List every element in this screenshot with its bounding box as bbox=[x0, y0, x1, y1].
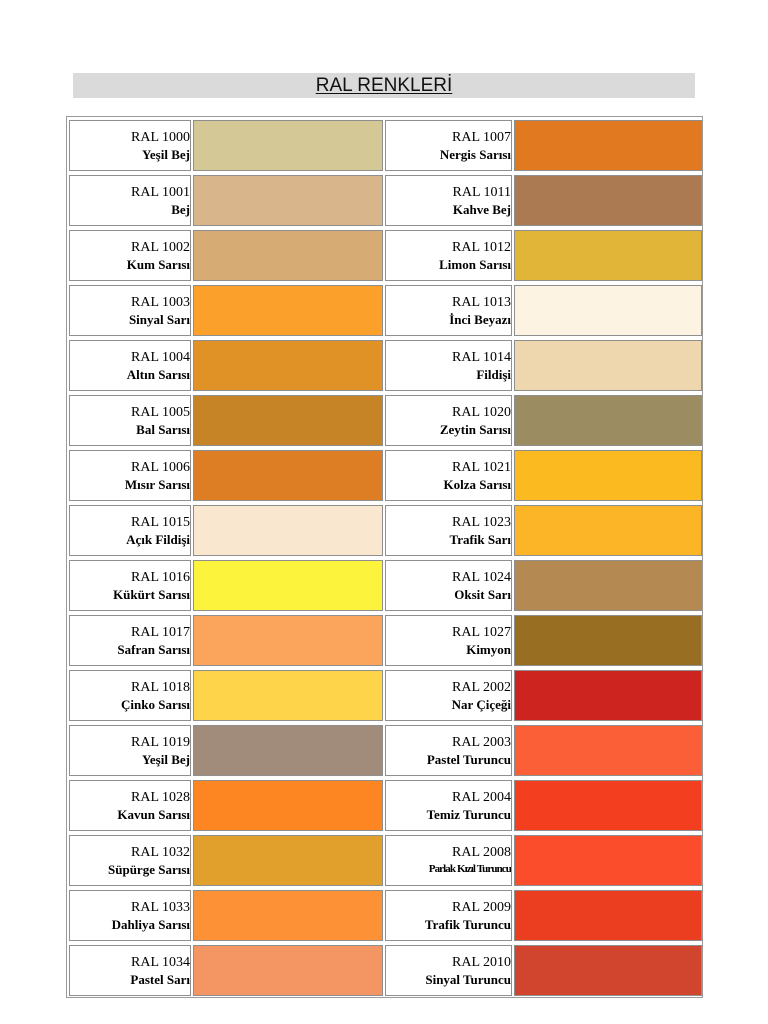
color-label-cell bbox=[69, 505, 191, 556]
color-label-cell bbox=[385, 670, 512, 721]
color-label-cell bbox=[385, 780, 512, 831]
color-swatch bbox=[514, 505, 702, 556]
color-name: Kolza Sarısı bbox=[443, 477, 511, 492]
color-name: Yeşil Bej bbox=[141, 752, 190, 767]
color-name: Trafik Turuncu bbox=[424, 917, 511, 932]
ral-code: RAL 1003 bbox=[131, 295, 190, 310]
ral-code: RAL 1001 bbox=[131, 185, 190, 200]
color-label-cell bbox=[385, 285, 512, 336]
color-label-cell bbox=[385, 395, 512, 446]
table-row bbox=[69, 669, 702, 722]
color-swatch bbox=[514, 340, 702, 391]
ral-code: RAL 1015 bbox=[131, 515, 190, 530]
color-swatch bbox=[514, 175, 702, 226]
ral-code: RAL 2003 bbox=[452, 735, 511, 750]
color-label-cell bbox=[385, 120, 512, 171]
color-name: Bal Sarısı bbox=[136, 422, 190, 437]
color-swatch bbox=[514, 945, 702, 996]
color-label-cell bbox=[385, 945, 512, 996]
color-name: Trafik Sarı bbox=[449, 532, 511, 547]
ral-code: RAL 2004 bbox=[452, 790, 511, 805]
ral-code: RAL 1024 bbox=[452, 570, 511, 585]
color-swatch bbox=[514, 670, 702, 721]
ral-code: RAL 1032 bbox=[131, 845, 190, 860]
ral-code: RAL 1000 bbox=[131, 130, 190, 145]
color-swatch bbox=[193, 890, 383, 941]
color-label-cell bbox=[69, 230, 191, 281]
table-row bbox=[69, 944, 702, 997]
color-swatch bbox=[514, 780, 702, 831]
ral-code: RAL 1011 bbox=[452, 185, 511, 200]
color-label-cell bbox=[69, 120, 191, 171]
color-swatch bbox=[193, 285, 383, 336]
color-swatch bbox=[193, 835, 383, 886]
color-swatch bbox=[514, 285, 702, 336]
ral-code: RAL 1013 bbox=[452, 295, 511, 310]
ral-code: RAL 1021 bbox=[452, 460, 511, 475]
color-name: Süpürge Sarısı bbox=[108, 862, 190, 877]
table-row bbox=[69, 229, 702, 282]
color-swatch bbox=[193, 945, 383, 996]
color-label-cell bbox=[69, 670, 191, 721]
color-label-cell bbox=[385, 340, 512, 391]
color-name: Limon Sarısı bbox=[439, 257, 511, 272]
color-name: Altın Sarısı bbox=[126, 367, 190, 382]
ral-code: RAL 1028 bbox=[131, 790, 190, 805]
ral-code: RAL 2010 bbox=[452, 955, 511, 970]
color-name: Pastel Turuncu bbox=[426, 752, 511, 767]
color-label-cell bbox=[385, 505, 512, 556]
ral-code: RAL 2002 bbox=[452, 680, 511, 695]
color-name: İnci Beyazı bbox=[449, 312, 511, 327]
color-label-cell bbox=[69, 285, 191, 336]
color-name: Zeytin Sarısı bbox=[439, 422, 511, 437]
color-swatch bbox=[514, 725, 702, 776]
ral-code: RAL 1033 bbox=[131, 900, 190, 915]
table-row bbox=[69, 559, 702, 612]
color-swatch bbox=[514, 615, 702, 666]
table-row bbox=[69, 889, 702, 942]
color-swatch bbox=[193, 340, 383, 391]
ral-code: RAL 1017 bbox=[131, 625, 190, 640]
ral-code: RAL 1005 bbox=[131, 405, 190, 420]
table-row bbox=[69, 779, 702, 832]
color-swatch bbox=[193, 450, 383, 501]
ral-code: RAL 1027 bbox=[452, 625, 511, 640]
color-swatch bbox=[514, 560, 702, 611]
color-label-cell bbox=[385, 560, 512, 611]
table-row bbox=[69, 119, 702, 172]
color-name: Bej bbox=[171, 202, 190, 217]
ral-code: RAL 1023 bbox=[452, 515, 511, 530]
ral-color-table bbox=[66, 116, 703, 998]
color-swatch bbox=[193, 725, 383, 776]
color-label-cell bbox=[385, 890, 512, 941]
title-bar bbox=[73, 73, 695, 98]
color-name: Kavun Sarısı bbox=[117, 807, 190, 822]
color-label-cell bbox=[385, 230, 512, 281]
color-name: Açık Fildişi bbox=[126, 532, 190, 547]
color-swatch bbox=[193, 615, 383, 666]
color-name: Çinko Sarısı bbox=[121, 697, 190, 712]
ral-code: RAL 1034 bbox=[131, 955, 190, 970]
color-name: Fildişi bbox=[476, 367, 511, 382]
ral-code: RAL 1007 bbox=[452, 130, 511, 145]
color-swatch bbox=[193, 670, 383, 721]
color-swatch bbox=[514, 835, 702, 886]
color-name: Oksit Sarı bbox=[454, 587, 511, 602]
color-label-cell bbox=[385, 175, 512, 226]
color-swatch bbox=[514, 230, 702, 281]
table-row bbox=[69, 504, 702, 557]
table-row bbox=[69, 449, 702, 502]
table-row bbox=[69, 174, 702, 227]
table-row bbox=[69, 394, 702, 447]
color-swatch bbox=[193, 780, 383, 831]
color-label-cell bbox=[69, 560, 191, 611]
ral-code: RAL 1016 bbox=[131, 570, 190, 585]
table-row bbox=[69, 834, 702, 887]
color-swatch bbox=[193, 395, 383, 446]
color-swatch bbox=[514, 395, 702, 446]
color-name: Mısır Sarısı bbox=[124, 477, 190, 492]
color-label-cell bbox=[69, 780, 191, 831]
color-label-cell bbox=[69, 835, 191, 886]
color-swatch bbox=[193, 230, 383, 281]
ral-code: RAL 1006 bbox=[131, 460, 190, 475]
color-name: Safran Sarısı bbox=[117, 642, 190, 657]
color-label-cell bbox=[385, 450, 512, 501]
color-name: Kimyon bbox=[466, 642, 511, 657]
color-label-cell bbox=[69, 395, 191, 446]
color-swatch bbox=[514, 120, 702, 171]
table-row bbox=[69, 284, 702, 337]
color-swatch bbox=[193, 505, 383, 556]
color-name: Parlak Kızıl Turuncu bbox=[428, 863, 511, 875]
color-swatch bbox=[514, 890, 702, 941]
ral-code: RAL 1020 bbox=[452, 405, 511, 420]
color-label-cell bbox=[385, 725, 512, 776]
table-row bbox=[69, 339, 702, 392]
color-swatch bbox=[193, 560, 383, 611]
ral-code: RAL 1004 bbox=[131, 350, 190, 365]
color-swatch bbox=[514, 450, 702, 501]
color-label-cell bbox=[69, 450, 191, 501]
table-row bbox=[69, 724, 702, 777]
color-name: Kükürt Sarısı bbox=[113, 587, 190, 602]
color-swatch bbox=[193, 175, 383, 226]
ral-code: RAL 1018 bbox=[131, 680, 190, 695]
color-name: Sinyal Turuncu bbox=[425, 972, 511, 987]
color-name: Sinyal Sarı bbox=[128, 312, 190, 327]
table-row bbox=[69, 614, 702, 667]
ral-code: RAL 1019 bbox=[131, 735, 190, 750]
ral-code: RAL 1002 bbox=[131, 240, 190, 255]
color-name: Kum Sarısı bbox=[126, 257, 190, 272]
color-name: Dahliya Sarısı bbox=[111, 917, 190, 932]
color-label-cell bbox=[385, 615, 512, 666]
color-label-cell bbox=[385, 835, 512, 886]
color-name: Nergis Sarısı bbox=[439, 147, 511, 162]
color-name: Pastel Sarı bbox=[130, 972, 190, 987]
ral-code: RAL 1014 bbox=[452, 350, 511, 365]
color-swatch bbox=[193, 120, 383, 171]
page-title: RAL RENKLERİ bbox=[315, 75, 453, 96]
color-name: Kahve Bej bbox=[452, 202, 511, 217]
color-label-cell bbox=[69, 890, 191, 941]
color-label-cell bbox=[69, 340, 191, 391]
color-label-cell bbox=[69, 615, 191, 666]
color-name: Yeşil Bej bbox=[141, 147, 190, 162]
color-name: Temiz Turuncu bbox=[426, 807, 511, 822]
color-name: Nar Çiçeği bbox=[451, 697, 511, 712]
color-label-cell bbox=[69, 725, 191, 776]
ral-code: RAL 2008 bbox=[452, 845, 511, 860]
color-label-cell bbox=[69, 175, 191, 226]
ral-code: RAL 2009 bbox=[452, 900, 511, 915]
ral-code: RAL 1012 bbox=[452, 240, 511, 255]
color-label-cell bbox=[69, 945, 191, 996]
